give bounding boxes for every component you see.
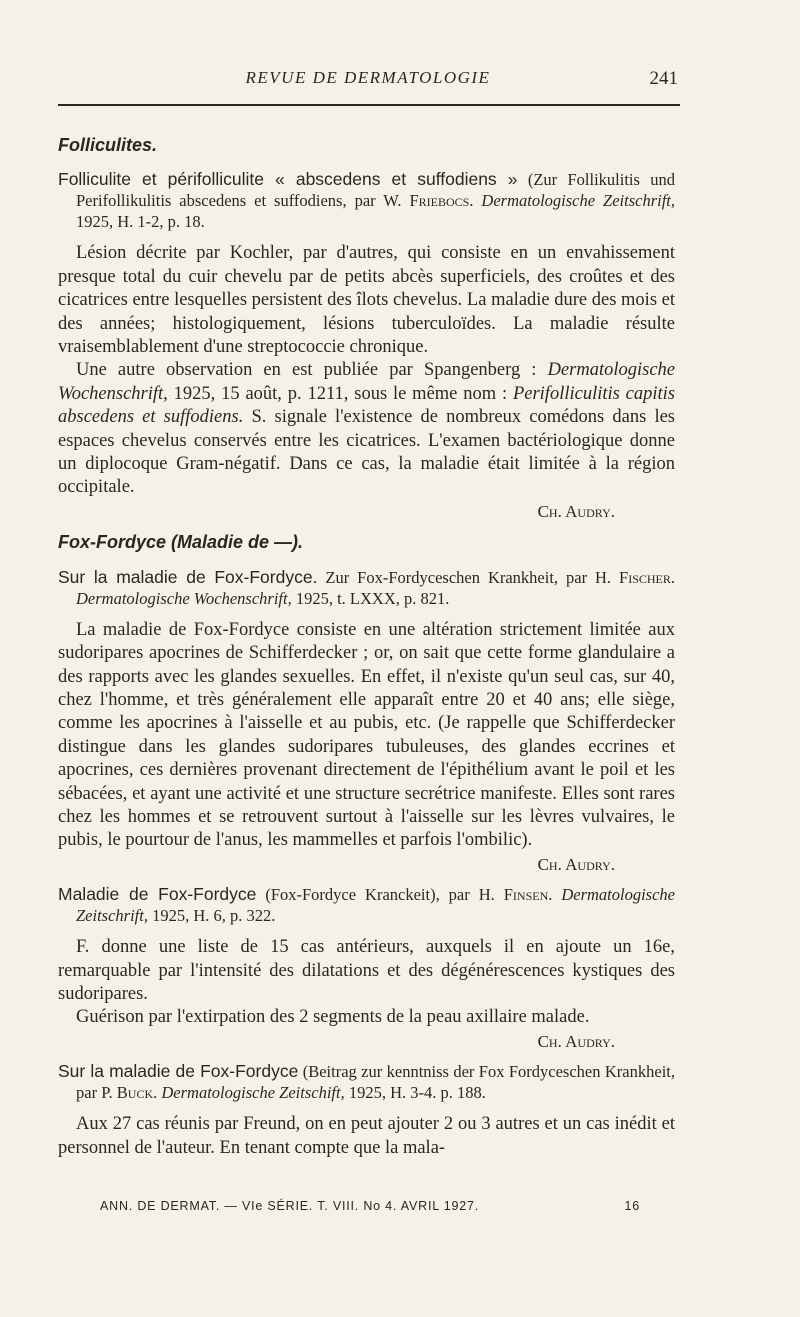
reference-title: Sur la maladie de Fox-Fordyce. <box>58 566 318 587</box>
header-rule <box>58 104 680 106</box>
reference-citation: 1925, H. 1-2, p. 18. <box>76 212 205 232</box>
reference-author: Buck. <box>116 1083 158 1103</box>
paragraph-text: 1925, 15 août, p. 1211, sous le même nom : <box>173 383 508 404</box>
reference-author: Finsen. <box>503 885 553 905</box>
paragraph-text: Une autre observation en est publiée par Spangenberg : <box>76 360 537 381</box>
reference-journal: Dermatologische Wochenschrift, <box>76 588 292 608</box>
sheet-number: 16 <box>624 1199 640 1213</box>
reference-german-title: (Fox-Fordyce Kranckeit), par H. <box>265 885 495 905</box>
journal-running-title: REVUE DE DERMATOLOGIE <box>245 68 491 87</box>
author-signature: Ch. Audry. <box>537 1031 615 1051</box>
section-title-fox-fordyce: Fox-Fordyce (Maladie de —). <box>58 532 304 553</box>
reference-citation: 1925, t. LXXX, p. 821. <box>295 588 450 608</box>
running-header <box>58 68 678 98</box>
reference-citation: 1925, H. 3-4. p. 188. <box>348 1083 486 1103</box>
article-title: Perifolliculitis capitis abscedens et suffodiens. <box>58 383 676 428</box>
reference-german-title: (Zur Follikulitis und Perifollikulitis abscedens et suffodiens, par W. <box>76 170 675 211</box>
author-signature: Ch. Audry. <box>537 854 615 874</box>
paragraph: Aux 27 cas réunis par Freund, on en peut ajouter 2 ou 3 autres et un cas inédit et personnel de l'auteur. En tenant compte que la mala- <box>58 1114 675 1158</box>
paragraph: Guérison par l'extirpation des 2 segments de la peau axillaire malade. <box>76 1007 590 1028</box>
paragraph <box>58 359 675 499</box>
section-title-folliculites: Folliculites. <box>58 135 158 155</box>
author-signature: Ch. Audry. <box>537 501 615 521</box>
reference-entry <box>58 1061 675 1103</box>
footer-imprint: ANN. DE DERMAT. — VIe SÉRIE. T. VIII. No 4. AVRIL 1927. <box>100 1199 480 1213</box>
reference-citation: 1925, H. 6, p. 322. <box>152 906 276 926</box>
reference-author: Fischer. <box>619 567 675 587</box>
reference-title: Maladie de Fox-Fordyce <box>58 884 257 905</box>
reference-german-title: (Beitrag zur kenntniss der Fox Fordyceschen Krankheit, par P. <box>76 1062 675 1103</box>
reference-entry <box>58 567 675 609</box>
reference-title: Folliculite et périfolliculite « abscedens et suffodiens » <box>58 169 518 190</box>
reference-author: Friebocs. <box>409 191 474 211</box>
reference-entry <box>58 169 675 232</box>
page-footer <box>100 1199 640 1213</box>
reference-title: Sur la maladie de Fox-Fordyce <box>58 1061 299 1082</box>
paragraph-text: S. signale l'existence de nombreux comédons dans les espaces chevelus conservés entre les cicatrices. L'examen bactériologique donne un diplocoque Gram-négatif. Dans ce cas, la maladie était limitée à la région occipitale. <box>58 407 676 498</box>
paragraph: La maladie de Fox-Fordyce consiste en une altération strictement limitée aux sudoripares apocrines de Schifferdecker ; or, on sait que cette forme glandulaire a des rapports avec les glandes sexuelles. En effet, il n'existe qu'un seul cas, sur 40, chez l'homme, et très généralement elle apparaît entre 20 et 40 ans; elle siège, comme les apocrines à l'aisselle et au pubis, etc. (Je rappelle que Schifferdecker distingue dans les glandes sudoripares tubuleuses, des glandes eccrines et apocrines, ces dernières provenant directement de l'épithélium avant le poil et les sébacées, et ayant une activité et une structure secrétrice manifeste. Elles sont rares chez les hommes et se retrouvent surtout à l'aisselle sur les lèvres vulvaires, le pubis, le pourtour de l'anus, les mammelles et parfois l'ombilic). <box>58 619 675 851</box>
reference-journal: Dermatologische Zeitschrift, <box>76 885 675 926</box>
reference-entry <box>58 884 675 926</box>
paragraph: F. donne une liste de 15 cas antérieurs, auxquels il en ajoute un 16e, remarquable par l'intensité des dilatations et des dégénérescences kystiques des sudoripares. <box>58 937 675 1004</box>
paragraph: Lésion décrite par Kochler, par d'autres, qui consiste en un envahissement presque total du cuir chevelu par de petits abcès superficiels, des croûtes et des cicatrices entre lesquelles persistent des îlots chevelus. La maladie dure des mois et des années; histologiquement, lésions tuberculoïdes. La maladie résulte vraisemblablement d'une streptococcie chronique. <box>58 243 675 358</box>
article-body <box>58 134 675 1160</box>
page-number: 241 <box>649 68 678 89</box>
reference-journal: Dermatologische Zeitschrift, <box>481 191 675 211</box>
reference-journal: Dermatologische Zeitschift, <box>161 1083 345 1103</box>
journal-name: Dermatologische Wochenschrift, <box>58 360 675 404</box>
reference-german-title: Zur Fox-Fordyceschen Krankheit, par H. <box>325 567 612 587</box>
